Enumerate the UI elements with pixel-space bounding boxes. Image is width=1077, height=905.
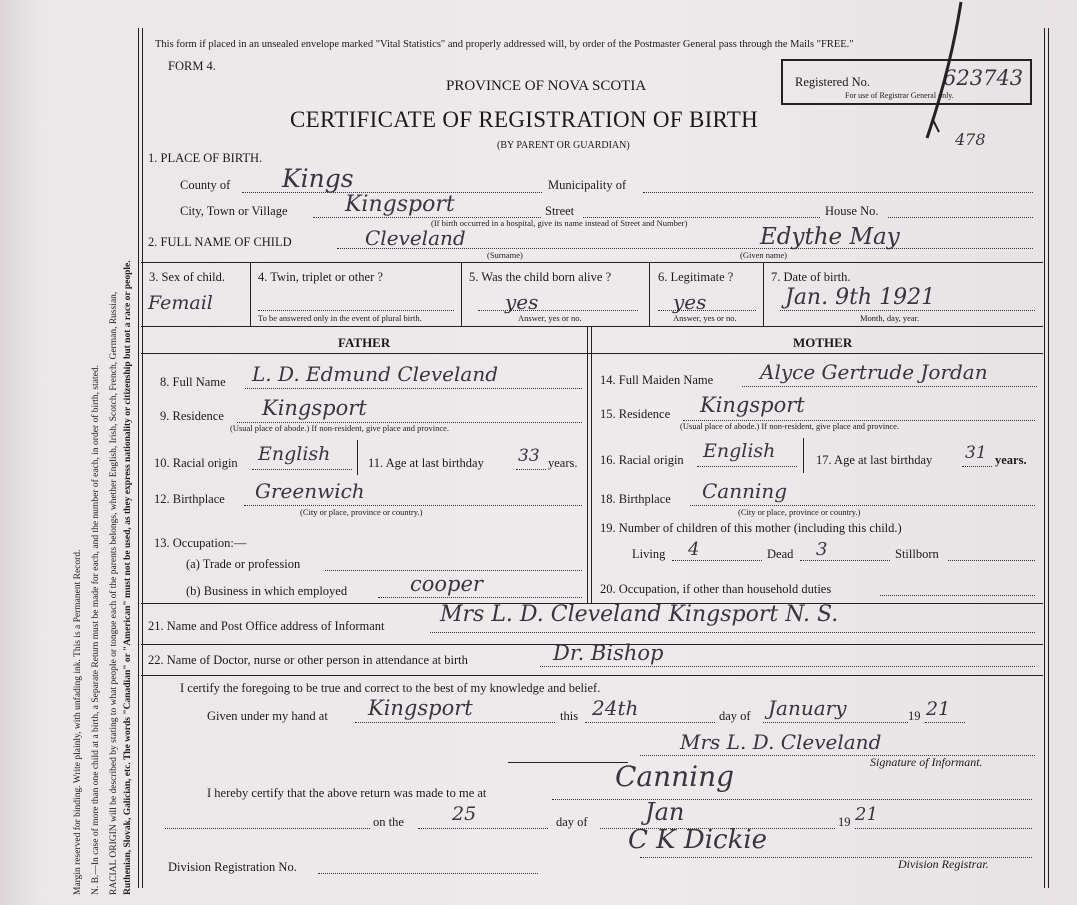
certificate-subtitle: (BY PARENT OR GUARDIAN): [497, 140, 630, 151]
father-age-label: 11. Age at last birthday: [368, 456, 484, 470]
informant-label: 21. Name and Post Office address of Informant: [148, 619, 385, 633]
child-given-value: Edythe May: [760, 224, 900, 250]
certify-statement: I certify the foregoing to be true and correct to the best of my knowledge and belief.: [180, 681, 601, 695]
place-of-birth-label: 1. PLACE OF BIRTH.: [148, 151, 263, 165]
legitimate-note: Answer, yes or no.: [673, 313, 737, 323]
alive-value: yes: [505, 290, 539, 314]
day-of-label: day of: [719, 709, 751, 723]
registrar-statement: I hereby certify that the above return was made to me at: [207, 786, 487, 800]
registrar-year-prefix: 19: [838, 815, 851, 829]
mother-race-value: English: [703, 440, 776, 462]
dead-label: Dead: [767, 547, 794, 561]
mother-years-label: years.: [995, 453, 1027, 467]
city-label: City, Town or Village: [180, 204, 288, 218]
father-race-label: 10. Racial origin: [154, 456, 238, 470]
county-label: County of: [180, 178, 231, 192]
registrar-place-value: Canning: [615, 760, 735, 793]
right-frame-line: [1044, 28, 1049, 888]
registered-number: 623743: [943, 66, 1024, 90]
city-value: Kingsport: [345, 192, 455, 217]
province-heading: PROVINCE OF NOVA SCOTIA: [446, 78, 647, 94]
father-residence-note: (Usual place of abode.) If non-resident, give place and province.: [230, 423, 450, 433]
legitimate-value: yes: [673, 290, 707, 314]
father-name-value: L. D. Edmund Cleveland: [252, 362, 498, 386]
margin-note-2: N. B.—In case of more than one child at a birth, a Separate Return must be made for each, and the number of each, in order of birth, stated.: [91, 365, 101, 895]
mother-age-label: 17. Age at last birthday: [816, 453, 933, 467]
father-header: FATHER: [338, 335, 391, 350]
mother-birthplace-note: (City or place, province or country.): [738, 507, 861, 517]
father-name-label: 8. Full Name: [160, 375, 226, 389]
form-number: FORM 4.: [168, 59, 216, 73]
mother-name-value: Alyce Gertrude Jordan: [760, 360, 988, 384]
registrar-slash-mark: [905, 0, 975, 150]
father-birthplace-value: Greenwich: [255, 479, 365, 503]
registrar-month-value: Jan: [645, 798, 685, 826]
house-number-label: House No.: [825, 204, 879, 218]
county-value: Kings: [282, 164, 354, 193]
father-residence-value: Kingsport: [262, 396, 367, 420]
registered-note: For use of Registrar General only.: [845, 91, 954, 100]
date-of-birth-label: 7. Date of birth.: [771, 270, 851, 284]
certify-year-prefix: 19: [908, 709, 921, 723]
street-label: Street: [545, 204, 575, 218]
child-name-label: 2. FULL NAME OF CHILD: [148, 235, 292, 249]
father-years-label: years.: [548, 456, 578, 470]
mother-occupation-label: 20. Occupation, if other than household duties: [600, 582, 832, 596]
date-of-birth-value: Jan. 9th 1921: [785, 285, 936, 310]
mother-header: MOTHER: [793, 335, 853, 350]
informant-signature-label: Signature of Informant.: [870, 755, 983, 769]
on-the-label: on the: [373, 815, 404, 829]
registrar-year-value: 21: [855, 804, 878, 825]
mother-name-label: 14. Full Maiden Name: [600, 373, 714, 387]
mother-birthplace-label: 18. Birthplace: [600, 492, 671, 506]
this-label: this: [560, 709, 579, 723]
surname-note: (Surname): [487, 250, 523, 260]
sex-label: 3. Sex of child.: [149, 270, 226, 284]
municipality-label: Municipality of: [548, 178, 627, 192]
date-note: Month, day, year.: [860, 313, 920, 323]
father-age-value: 33: [518, 446, 540, 466]
father-residence-label: 9. Residence: [160, 409, 224, 423]
stillborn-label: Stillborn: [895, 547, 939, 561]
mother-race-label: 16. Racial origin: [600, 453, 684, 467]
father-race-value: English: [258, 443, 331, 465]
father-birthplace-label: 12. Birthplace: [154, 492, 225, 506]
registrar-day-of-label: day of: [556, 815, 588, 829]
division-registration-label: Division Registration No.: [168, 860, 297, 874]
child-surname-value: Cleveland: [365, 226, 466, 250]
margin-note-4: Ruthenian, Slovak, Galician, etc. The words "Canadian" or "American" must not be used, as they express nationality or citizenship but not a race or people.: [123, 260, 133, 895]
mailing-note: This form if placed in an unsealed envelope marked "Vital Statistics" and properly addressed will, by order of the Postmaster General pass through the Mails "FREE.": [155, 39, 854, 50]
corner-mark: 478: [955, 130, 986, 149]
living-label: Living: [632, 547, 666, 561]
children-count-label: 19. Number of children of this mother (including this child.): [600, 521, 902, 535]
given-name-note: (Given name): [740, 250, 787, 260]
certificate-title: CERTIFICATE OF REGISTRATION OF BIRTH: [290, 107, 759, 132]
business-label: (b) Business in which employed: [186, 584, 348, 598]
mother-birthplace-value: Canning: [702, 479, 788, 503]
given-under-label: Given under my hand at: [207, 709, 328, 723]
certify-day-value: 24th: [592, 696, 639, 720]
certify-place-value: Kingsport: [368, 696, 473, 720]
mother-residence-value: Kingsport: [700, 393, 805, 417]
father-business-value: cooper: [410, 572, 483, 596]
registrar-day-value: 25: [452, 803, 477, 825]
hospital-note: (If birth occurred in a hospital, give its name instead of Street and Number): [431, 218, 688, 228]
registered-label: Registered No.: [795, 75, 870, 89]
margin-note-1: Margin reserved for binding. Write plainly, with unfading ink. This is a Permanent Record.: [73, 549, 83, 895]
mother-residence-note: (Usual place of abode.) If non-resident, give place and province.: [680, 421, 900, 431]
informant-signature: Mrs L. D. Cleveland: [680, 730, 882, 754]
doctor-value: Dr. Bishop: [553, 641, 664, 665]
trade-label: (a) Trade or profession: [186, 557, 301, 571]
mother-residence-label: 15. Residence: [600, 407, 671, 421]
legitimate-label: 6. Legitimate ?: [658, 270, 734, 284]
mother-age-value: 31: [965, 443, 987, 463]
sex-value: Femail: [148, 292, 213, 314]
living-value: 4: [688, 539, 700, 560]
margin-note-3: RACIAL ORIGIN will be described by stating to what people or tongue each of the parents belongs, whether English, Irish, Scotch, French, German, Russian,: [109, 291, 119, 895]
twin-note: To be answered only in the event of plural birth.: [258, 313, 422, 323]
alive-label: 5. Was the child born alive ?: [469, 270, 612, 284]
certify-month-value: January: [768, 696, 847, 720]
father-birthplace-note: (City or place, province or country.): [300, 507, 423, 517]
doctor-label: 22. Name of Doctor, nurse or other person in attendance at birth: [148, 653, 468, 667]
registrar-signature: C K Dickie: [628, 825, 768, 855]
twin-label: 4. Twin, triplet or other ?: [258, 270, 383, 284]
father-occupation-label: 13. Occupation:—: [154, 536, 247, 550]
left-frame-line: [138, 28, 143, 888]
division-registrar-label: Division Registrar.: [898, 857, 989, 871]
dead-value: 3: [816, 539, 828, 560]
alive-note: Answer, yes or no.: [518, 313, 582, 323]
certify-year-value: 21: [926, 698, 951, 720]
informant-value: Mrs L. D. Cleveland Kingsport N. S.: [440, 602, 839, 627]
